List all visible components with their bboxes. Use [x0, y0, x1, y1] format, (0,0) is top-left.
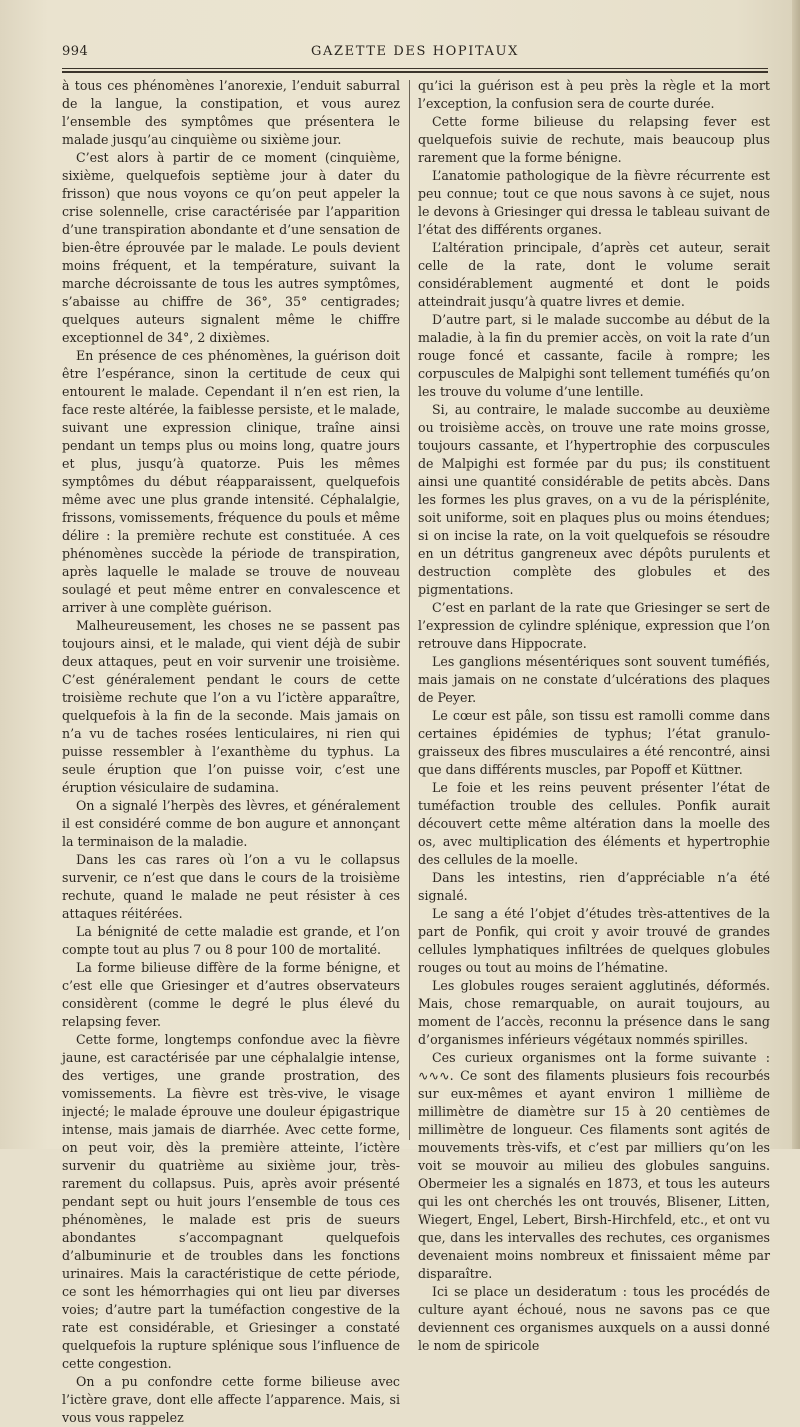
paragraph: qu’ici la guérison est à peu près la règle et la mort l’exception, la confusion sera de courte durée. [418, 78, 770, 111]
paragraph: à tous ces phénomènes l’anorexie, l’enduit saburral de la langue, la constipation, et vous aurez l’ensemble des symptômes que présentera le malade jusqu’au cinquième ou sixième jour. [62, 78, 400, 147]
paragraph: On a signalé l’herpès des lèvres, et généralement il est considéré comme de bon augure et annonçant la terminaison de la maladie. [62, 798, 400, 849]
paragraph: La forme bilieuse diffère de la forme bénigne, et c’est elle que Griesinger et d’autres observateurs considèrent (comme le degré le plus élevé du relapsing fever. [62, 960, 400, 1029]
paragraph: Ces curieux organismes ont la forme suivante : ∿∿∿. Ce sont des filaments plusieurs fois recourbés sur eux-mêmes et ayant environ 1 millième de millimètre de diamètre sur 15 à 20 centièmes de millimètre de longueur. Ces filaments sont agités de mouvements très-vifs, et c’est par milliers qu’on les voit se mouvoir au milieu des globules sanguins. Obermeier les a signalés en 1873, et tous les auteurs qui les ont cherchés les ont trouvés, Blisener, Litten, Wiegert, Engel, Lebert, Birsh-Hirchfeld, etc., et ont vu que, dans les intervalles des rechutes, ces organismes devenaient moins nombreux et finissaient même par disparaître. [418, 1050, 770, 1281]
paragraph: Le cœur est pâle, son tissu est ramolli comme dans certaines épidémies de typhus; l’état granulo-graisseux des fibres musculaires a été rencontré, ainsi que dans différents muscles, par Popoff et Küttner. [418, 708, 770, 777]
paragraph: D’autre part, si le malade succombe au début de la maladie, à la fin du premier accès, on voit la rate d’un rouge foncé et cassante, facile à rompre; les corpuscules de Malpighi sont tellement tuméfiés qu’on les trouve du volume d’une lentille. [418, 312, 770, 399]
paragraph: Les ganglions mésentériques sont souvent tuméfiés, mais jamais on ne constate d’ulcérations des plaques de Peyer. [418, 654, 770, 705]
page-edge [792, 0, 800, 1149]
right-column [418, 77, 770, 1353]
paragraph: Cette forme, longtemps confondue avec la fièvre jaune, est caractérisée par une céphalalgie intense, des vertiges, une grande prostration, des vomissements. La fièvre est très-vive, le visage injecté; le malade éprouve une douleur épigastrique intense, mais jamais de diarrhée. Avec cette forme, on peut voir, dès la première atteinte, l’ictère survenir du quatrième au sixième jour, très-rarement du collapsus. Puis, après avoir présenté pendant sept ou huit jours l’ensemble de tous ces phénomènes, le malade est pris de sueurs abondantes s’accompagnant quelquefois d’albuminurie et de troubles dans les fonctions urinaires. Mais la caractéristique de cette période, ce sont les hémorrhagies qui ont lieu par diverses voies; d’autre part la tuméfaction congestive de la rate est considérable, et Griesinger a constaté quelquefois la rupture splénique sous l’influence de cette congestion. [62, 1032, 400, 1371]
paragraph: L’anatomie pathologique de la fièvre récurrente est peu connue; tout ce que nous savons à ce sujet, nous le devons à Griesinger qui dressa le tableau suivant de l’état des différents organes. [418, 168, 770, 237]
journal-title: GAZETTE DES HOPITAUX [311, 44, 519, 59]
paragraph: Malheureusement, les choses ne se passent pas toujours ainsi, et le malade, qui vient déjà de subir deux attaques, peut en voir survenir une troisième. C’est généralement pendant le cours de cette troisième rechute que l’on a vu l’ictère apparaître, quelquefois à la fin de la seconde. Mais jamais on n’a vu de taches rosées lenticulaires, ni rien qui puisse ressembler à l’exanthème du typhus. La seule éruption que l’on puisse voir, c’est une éruption vésiculaire de sudamina. [62, 618, 400, 795]
paragraph: Le foie et les reins peuvent présenter l’état de tuméfaction trouble des cellules. Ponfik aurait découvert cette même altération dans la moelle des os, avec multiplication des éléments et hypertrophie des cellules de la moelle. [418, 780, 770, 867]
paragraph: L’altération principale, d’après cet auteur, serait celle de la rate, dont le volume serait considérablement augmenté et dont le poids atteindrait jusqu’à quatre livres et demie. [418, 240, 770, 309]
paragraph: C’est alors à partir de ce moment (cinquième, sixième, quelquefois septième jour à dater du frisson) que nous voyons ce qu’on peut appeler la crise solennelle, crise caractérisée par l’apparition d’une transpiration abondante et d’une sensation de bien-être éprouvée par le malade. Le pouls devient moins fréquent, et la température, suivant la marche décroissante de tous les autres symptômes, s’abaisse au chiffre de 36°, 35° centigrades; quelques auteurs signalent même le chiffre exceptionnel de 34°, 2 dixièmes. [62, 150, 400, 345]
paragraph: Cette forme bilieuse du relapsing fever est quelquefois suivie de rechute, mais beaucoup plus rarement que la forme bénigne. [418, 114, 770, 165]
left-column [62, 77, 400, 1425]
paragraph: Dans les cas rares où l’on a vu le collapsus survenir, ce n’est que dans le cours de la troisième rechute, quand le malade ne peut résister à ces attaques réitérées. [62, 852, 400, 921]
paragraph: Les globules rouges seraient agglutinés, déformés. Mais, chose remarquable, on aurait toujours, au moment de l’accès, reconnu la présence dans le sang d’organismes inférieurs végétaux nommés spirilles. [418, 978, 770, 1047]
paragraph: On a pu confondre cette forme bilieuse avec l’ictère grave, dont elle affecte l’apparence. Mais, si vous vous rappelez [62, 1374, 400, 1425]
page-header [62, 44, 768, 64]
paragraph: C’est en parlant de la rate que Griesinger se sert de l’expression de cylindre splénique, expression que l’on retrouve dans Hippocrate. [418, 600, 770, 651]
paragraph: La bénignité de cette maladie est grande, et l’on compte tout au plus 7 ou 8 pour 100 de mortalité. [62, 924, 400, 957]
paragraph: Ici se place un desideratum : tous les procédés de culture ayant échoué, nous ne savons pas ce que deviennent ces organismes auxquels on a aussi donné le nom de spiricole [418, 1284, 770, 1353]
paragraph: Si, au contraire, le malade succombe au deuxième ou troisième accès, on trouve une rate moins grosse, toujours cassante, et l’hypertrophie des corpuscules de Malpighi est formée par du pus; ils constituent ainsi une quantité considérable de petits abcès. Dans les formes les plus graves, on a vu de la périsplénite, soit uniforme, soit en plaques plus ou moins étendues; si on incise la rate, on la voit quelquefois se résoudre en un détritus gangreneux avec dépôts purulents et destruction complète des globules et des pigmentations. [418, 402, 770, 597]
header-rule-bottom [62, 71, 768, 73]
column-divider [409, 80, 410, 1140]
paragraph: Dans les intestins, rien d’appréciable n’a été signalé. [418, 870, 770, 903]
header-rule-top [62, 68, 768, 69]
paragraph: En présence de ces phénomènes, la guérison doit être l’espérance, sinon la certitude de ceux qui entourent le malade. Cependant il n’en est rien, la face reste altérée, la faiblesse persiste, et le malade, suivant une expression clinique, traîne ainsi pendant un temps plus ou moins long, quatre jours et plus, jusqu’à quatorze. Puis les mêmes symptômes du début réapparaissent, quelquefois même avec une plus grande intensité. Céphalalgie, frissons, vomissements, fréquence du pouls et même délire : la première rechute est constituée. A ces phénomènes succède la période de transpiration, après laquelle le malade se trouve de nouveau soulagé et peut même entrer en convalescence et arriver à une complète guérison. [62, 348, 400, 615]
page-number: 994 [62, 44, 89, 59]
paragraph: Le sang a été l’objet d’études très-attentives de la part de Ponfik, qui croit y avoir trouvé de grandes cellules lymphatiques infiltrées de quelques globules rouges ou tout au moins de l’hématine. [418, 906, 770, 975]
